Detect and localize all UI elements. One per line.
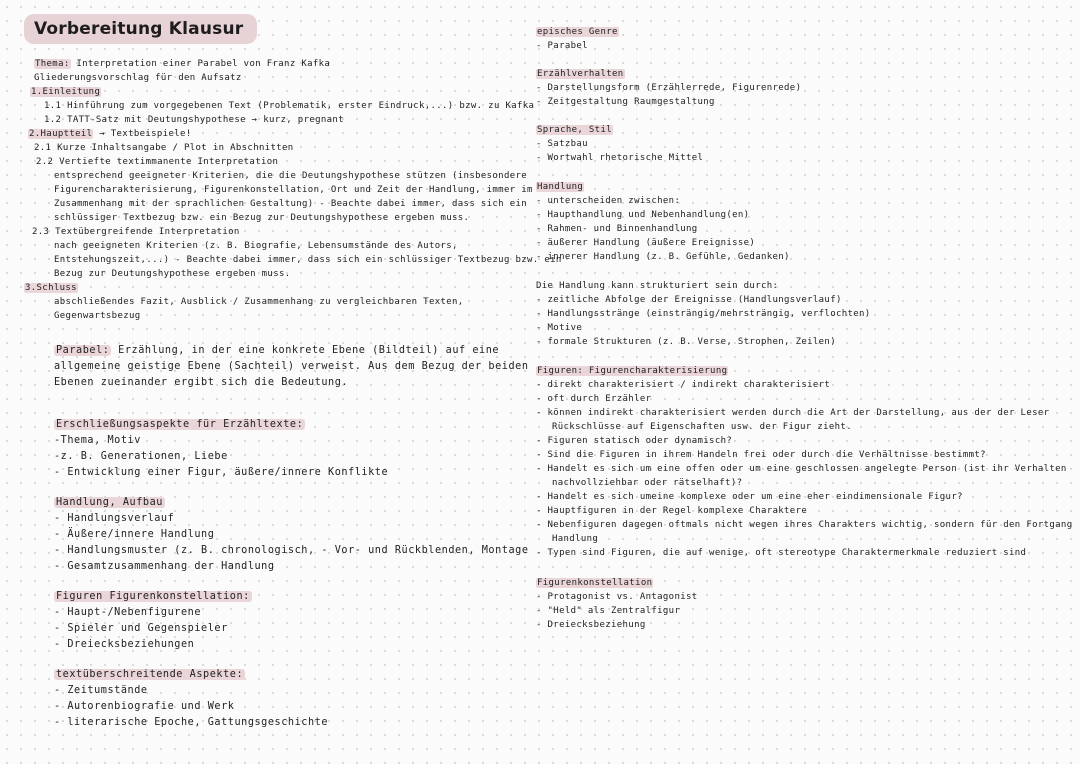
left-line: 1.1 Hinführung zum vorgegebenen Text (Problematik, erster Eindruck,...) bzw. zu Kafka (44, 101, 535, 111)
right-line: - Handlungsstränge (einsträngig/mehrsträngig, verflochten) (536, 309, 871, 319)
left-line: schlüssiger Textbezug bzw. ein Bezug zur Deutungshypothese ergeben muss. (54, 213, 470, 223)
right-line (536, 67, 625, 81)
left-line (54, 667, 245, 683)
left-line: Ebenen zueinander ergibt sich die Bedeutung. (54, 377, 349, 388)
left-line: 1.2 TATT-Satz mit Deutungshypothese → kurz, pregnant (44, 115, 344, 125)
right-line: nachvollziehbar oder rätselhaft)? (552, 478, 743, 488)
left-line: Figurencharakterisierung, Figurenkonstellation, Ort und Zeit der Handlung, immer im (54, 185, 533, 195)
left-line: nach geeigneten Kriterien (z. B. Biografie, Lebensumstände des Autors, (54, 241, 458, 251)
right-line: - unterscheiden zwischen: (536, 196, 681, 206)
heading-episches-genre: episches Genre (537, 27, 618, 37)
heading-erzahlverhalten: Erzählverhalten (537, 69, 624, 79)
heading-figuren-figurencharakterisieru: Figuren: Figurencharakterisierung (537, 366, 728, 376)
right-line: - Figuren statisch oder dynamisch? (536, 436, 733, 446)
left-line: - Zeitumstände (54, 685, 148, 696)
left-line: - Haupt-/Nebenfigurene (54, 607, 202, 618)
right-line: - Haupthandlung und Nebenhandlung(en) (536, 210, 750, 220)
right-line: - oft durch Erzähler (536, 394, 652, 404)
right-line: - Nebenfiguren dagegen oftmals nicht wegen ihres Charakters wichtig, sondern für den Fortgang (536, 520, 1073, 530)
heading-erschliessungsaspekte-fur-erza: Erschließungsaspekte für Erzähltexte: (56, 419, 304, 430)
left-line: - Autorenbiografie und Werk (54, 701, 235, 712)
left-line: Gegenwartsbezug (54, 311, 141, 321)
right-line: - Motive (536, 323, 583, 333)
left-line (54, 495, 165, 511)
left-line: 2.3 Textübergreifende Interpretation (32, 227, 240, 237)
heading-parabel: Parabel: (56, 345, 110, 356)
left-line: - literarische Epoche, Gattungsgeschichte (54, 717, 329, 728)
left-line: - Entwicklung einer Figur, äußere/innere Konflikte (54, 467, 389, 478)
right-line: - Handelt es sich umeine komplexe oder um eine eher eindimensionale Figur? (536, 492, 963, 502)
right-line: - Dreiecksbeziehung (536, 620, 646, 630)
right-line (536, 364, 728, 378)
line-text: → Textbeispiele! (93, 129, 192, 139)
left-line: entsprechend geeigneter Kriterien, die die Deutungshypothese stützen (insbesondere (54, 171, 528, 181)
left-line: -Thema, Motiv (54, 435, 141, 446)
left-line: Gliederungsvorschlag für den Aufsatz (34, 73, 242, 83)
right-line (536, 180, 584, 194)
left-line: - Dreiecksbeziehungen (54, 639, 195, 650)
right-line: - Wortwahl rhetorische Mittel (536, 153, 704, 163)
left-line: - Spieler und Gegenspieler (54, 623, 228, 634)
right-line: - formale Strukturen (z. B. Verse, Strophen, Zeilen) (536, 337, 836, 347)
left-line: 2.1 Kurze Inhaltsangabe / Plot in Abschnitten (34, 143, 294, 153)
heading-figuren-figurenkonstellation: Figuren Figurenkonstellation: (56, 591, 250, 602)
left-line: 2.2 Vertiefte textimmanente Interpretation (36, 157, 279, 167)
heading-2-hauptteil: 2.Hauptteil (29, 129, 93, 139)
left-line: -z. B. Generationen, Liebe (54, 451, 228, 462)
left-line: - Gesamtzusammenhang der Handlung (54, 561, 275, 572)
right-line: - direkt charakterisiert / indirekt charakterisiert (536, 380, 831, 390)
right-line: Die Handlung kann strukturiert sein durch: (536, 281, 779, 291)
heading-3-schluss: 3.Schluss (25, 283, 77, 293)
right-line (536, 576, 653, 590)
left-line (54, 589, 252, 605)
right-line: - Darstellungsform (Erzählerrede, Figurenrede) (536, 83, 802, 93)
right-line: - Parabel (536, 41, 588, 51)
left-line (24, 281, 78, 295)
left-line: - Handlungsmuster (z. B. chronologisch, - Vor- und Rückblenden, Montage (54, 545, 529, 556)
left-line: - Handlungsverlauf (54, 513, 175, 524)
left-line (54, 343, 499, 359)
line-text: Erzählung, in der eine konkrete Ebene (Bildteil) auf eine (111, 345, 500, 356)
left-line: abschließendes Fazit, Ausblick / Zusammenhang zu vergleichbaren Texten, (54, 297, 464, 307)
right-line: - Hauptfiguren in der Regel komplexe Charaktere (536, 506, 808, 516)
right-line: - "Held" als Zentralfigur (536, 606, 681, 616)
heading-textuberschreitende-aspekte: textüberschreitende Aspekte: (56, 669, 244, 680)
line-text: Interpretation einer Parabel von Franz Kafka (70, 59, 331, 69)
left-line: Zusammenhang mit der sprachlichen Gestaltung) - Beachte dabei immer, dass sich ein (54, 199, 528, 209)
right-line: - Handelt es sich um eine offen oder um eine geschlossen angelegte Person (ist ihr Verhalten (536, 464, 1067, 474)
left-line (30, 85, 101, 99)
heading-figurenkonstellation: Figurenkonstellation (537, 578, 653, 588)
left-line: - Äußere/innere Handlung (54, 529, 215, 540)
left-line (54, 417, 305, 433)
right-line: - Protagonist vs. Antagonist (536, 592, 698, 602)
right-line: - Zeitgestaltung Raumgestaltung (536, 97, 715, 107)
right-line: - Rahmen- und Binnenhandlung (536, 224, 698, 234)
right-line: - können indirekt charakterisiert werden durch die Art der Darstellung, aus der der Leser (536, 408, 1050, 418)
left-line (28, 127, 192, 141)
right-line (536, 123, 613, 137)
right-line: - innerer Handlung (z. B. Gefühle, Gedanken) (536, 252, 790, 262)
page-title: Vorbereitung Klausur (24, 14, 257, 44)
right-line: - Sind die Figuren in ihrem Handeln frei oder durch die Verhältnisse bestimmt? (536, 450, 986, 460)
left-line: allgemeine geistige Ebene (Sachteil) verweist. Aus dem Bezug der beiden (54, 361, 529, 372)
heading-sprache-stil: Sprache, Stil (537, 125, 612, 135)
heading-1-einleitung: 1.Einleitung (31, 87, 101, 97)
right-line (536, 25, 619, 39)
right-line: Handlung (552, 534, 599, 544)
heading-thema: Thema: (35, 59, 70, 69)
right-line: - zeitliche Abfolge der Ereignisse (Handlungsverlauf) (536, 295, 842, 305)
right-line: - Satzbau (536, 139, 588, 149)
left-line (34, 57, 330, 71)
right-line: - Typen sind Figuren, die auf wenige, oft stereotype Charaktermerkmale reduziert sind (536, 548, 1027, 558)
left-line: Bezug zur Deutungshypothese ergeben muss. (54, 269, 291, 279)
heading-handlung: Handlung (537, 182, 584, 192)
right-line: Rückschlüsse auf Eigenschaften usw. der Figur zieht. (552, 422, 852, 432)
left-line: Entstehungszeit,...) - Beachte dabei immer, dass sich ein schlüssiger Textbezug bzw. ein (54, 255, 562, 265)
heading-handlung-aufbau: Handlung, Aufbau (56, 497, 163, 508)
right-line: - äußerer Handlung (äußere Ereignisse) (536, 238, 756, 248)
